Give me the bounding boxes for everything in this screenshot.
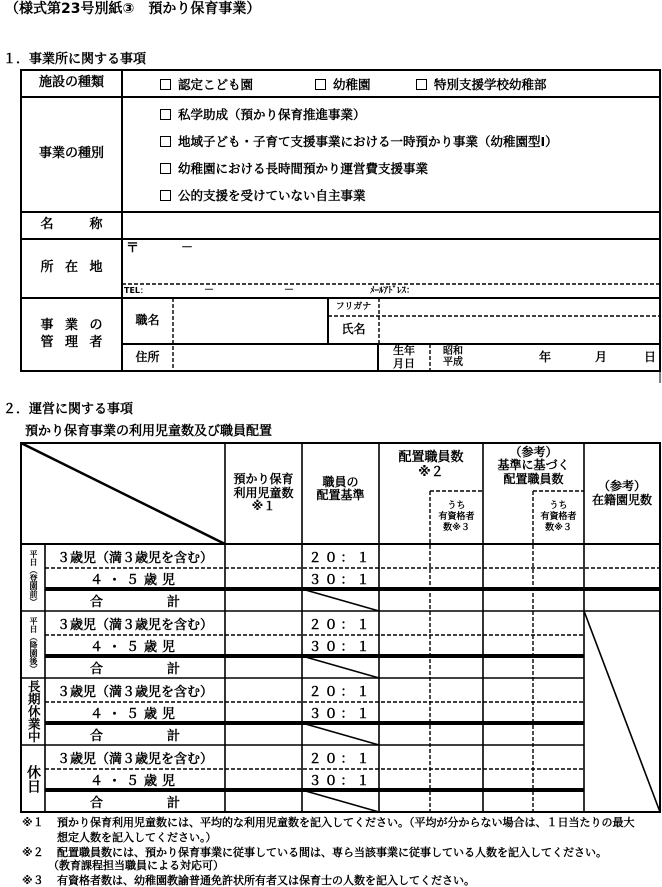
facility-option-kindergarten[interactable] (315, 76, 371, 92)
note-mark: ※１ (22, 816, 44, 829)
group-label: 平日（登園前） (29, 549, 38, 606)
staff-ratio: ３０：１ (308, 573, 373, 588)
form-title: （様式第23号別紙③ 預かり保育事業） (5, 1, 261, 17)
header-reference-qualified (533, 491, 584, 544)
email-label: ﾒｰﾙｱﾄﾞﾚｽ： (370, 286, 416, 296)
year-unit: 年 (539, 350, 552, 364)
header-text: 預かり保育 (233, 472, 294, 487)
option-label: 幼稚園における長時間預かり運営費支援事業 (178, 161, 429, 176)
checkbox[interactable] (160, 163, 171, 174)
header-reference-staff (483, 443, 584, 489)
note-mark: ※３ (22, 874, 44, 887)
note-text: 有資格者数は、幼稚園教諭普通免許状所有者又は保育士の人数を記入してください。 (57, 874, 475, 887)
birth-date-field[interactable] (431, 345, 659, 370)
header-text: 配置職員数 (398, 450, 464, 466)
total-label: 合計 (90, 594, 180, 610)
tel-field[interactable] (146, 285, 366, 297)
table-row-total (0, 723, 662, 745)
header-staffing-standard (302, 443, 379, 535)
header-text: うち (549, 500, 568, 511)
staff-ratio: ２０：１ (308, 684, 373, 700)
checkbox[interactable] (315, 79, 326, 90)
business-type-label: 事業の種別 (38, 146, 104, 162)
note-text: 想定人数を記入してください。） (57, 831, 217, 844)
tel-label: TEL： (124, 286, 149, 295)
option-label: 地域子ども・子育て支援事業における一時預かり事業（幼稚園型Ⅰ） (178, 134, 558, 149)
birth-date-label-line2: 月日 (393, 356, 415, 370)
header-enrolled-children (584, 443, 660, 544)
staff-ratio: ３０：１ (308, 640, 373, 655)
manager-name-field[interactable] (381, 317, 659, 343)
age-label: ４・５歳児 (89, 573, 180, 588)
checkbox[interactable] (416, 79, 427, 90)
age-label: ３歳児（満３歳児を含む） (56, 550, 213, 566)
name-label: 名称 (40, 217, 103, 233)
group-label: 長期休業中 (26, 680, 42, 743)
header-assigned-qualified (430, 491, 483, 544)
table-row-total (0, 656, 662, 678)
age-label: ３歳児（満３歳児を含む） (56, 684, 213, 700)
total-label: 合計 (90, 795, 180, 811)
header-text: 有資格者 (438, 511, 475, 522)
name-label-cell (21, 212, 122, 239)
header-text: 基準に基づく (497, 458, 570, 473)
age-label: ４・５歳児 (89, 707, 180, 722)
tel-dash-2: － (284, 285, 294, 296)
checkbox[interactable] (160, 136, 171, 147)
total-label-cell (45, 723, 225, 745)
header-text: 利用児童数 (233, 485, 294, 500)
age-label: ４・５歳児 (89, 640, 180, 655)
checkbox[interactable] (160, 79, 171, 90)
header-text: 数※３ (545, 523, 572, 534)
table-row-total (0, 589, 662, 611)
checkbox[interactable] (160, 190, 171, 201)
tel-dash-1: － (204, 285, 214, 296)
table-row (0, 544, 662, 568)
note-text: 配置職員数には、預かり保育事業に従事している間は、専ら当該事業に従事している人数を記入してください。 (57, 846, 607, 859)
manager-name-label: 氏名 (341, 322, 366, 337)
table-group-weekday-after (0, 611, 662, 678)
header-usage-count (225, 443, 302, 544)
table-group-holiday (0, 745, 662, 812)
era-showa: 昭和 (443, 346, 463, 357)
section2-subheading: 預かり保育事業の利用児童数及び職員配置 (25, 424, 273, 439)
header-text: 職員の (322, 474, 359, 489)
option-label: 公的支援を受けていない自主事業 (178, 188, 366, 203)
table-group-long-vacation (0, 678, 662, 745)
manager-label-line2: 管理者 (40, 334, 103, 350)
option-label: 特別支援学校幼稚部 (434, 77, 547, 92)
manager-address-label: 住所 (135, 349, 160, 364)
header-text: 配置基準 (316, 488, 365, 502)
age-label: ３歳児（満３歳児を含む） (56, 751, 213, 767)
option-label: 幼稚園 (333, 77, 371, 92)
group-label: 平日（降園後） (29, 616, 38, 673)
staff-ratio: ２０：１ (308, 751, 373, 767)
total-label-cell (45, 790, 225, 812)
total-label: 合計 (90, 661, 180, 677)
group-label: 休日 (25, 764, 41, 793)
table-row (0, 702, 662, 723)
table-row (0, 769, 662, 790)
staff-ratio: ３０：１ (308, 774, 373, 789)
business-option-long-hours[interactable] (160, 160, 428, 176)
manager-label-cell (21, 298, 122, 371)
staff-ratio: ３０：１ (308, 707, 373, 722)
header-diagonal (21, 443, 225, 544)
section2-heading: ２．運営に関する事項 (3, 402, 134, 417)
table-row-total (0, 790, 662, 812)
month-unit: 月 (595, 350, 608, 364)
address-label: 所在地 (40, 260, 103, 276)
header-assigned-staff (379, 443, 483, 489)
postal-mark: 〒 (126, 241, 140, 256)
address-field[interactable] (123, 240, 659, 283)
table-row (0, 678, 662, 702)
name-field[interactable] (123, 213, 659, 238)
option-label: 認定こども園 (178, 77, 254, 92)
note-text: （教育課程担当職員による対応可） (48, 859, 224, 872)
header-text: ※１ (251, 499, 276, 514)
business-option-independent[interactable] (160, 187, 366, 203)
table-row (0, 635, 662, 656)
postal-dash: － (181, 240, 194, 254)
facility-option-special-school[interactable] (416, 76, 547, 92)
age-label: ４・５歳児 (89, 774, 180, 789)
table-group-weekday-before (0, 544, 662, 611)
job-title-field[interactable] (175, 299, 327, 343)
address-label-cell (21, 239, 122, 298)
business-option-private-subsidy[interactable] (160, 106, 366, 122)
job-title-label: 職名 (135, 313, 160, 328)
day-unit: 日 (644, 350, 657, 364)
section1-heading: １．事業所に関する事項 (3, 52, 147, 67)
birth-date-label (378, 344, 430, 371)
total-label: 合計 (90, 728, 180, 744)
furigana-field[interactable] (381, 299, 659, 315)
birth-date-label-line1: 生年 (393, 344, 415, 358)
age-label: ３歳児（満３歳児を含む） (56, 617, 213, 633)
email-field[interactable] (430, 285, 658, 297)
furigana-label: フリガナ (335, 301, 372, 312)
header-text: 配置職員数 (503, 471, 564, 486)
header-text: ※２ (418, 465, 444, 480)
checkbox[interactable] (160, 109, 171, 120)
table-row (0, 745, 662, 769)
manager-address-field[interactable] (175, 345, 377, 370)
header-text: うち (447, 500, 466, 511)
era-heisei: 平成 (443, 357, 463, 368)
header-text: 在籍園児数 (591, 492, 652, 507)
header-text: （参考） (509, 444, 558, 459)
table-row (0, 611, 662, 635)
note-text: 預かり保育利用児童数には、平均的な利用児童数を記入してください。（平均が分からない場合は、１日当たりの最大 (57, 816, 635, 829)
header-text: （参考） (597, 479, 646, 494)
manager-label-line1: 事業の (40, 317, 103, 333)
staff-ratio: ２０：１ (308, 617, 373, 633)
facility-type-label: 施設の種類 (38, 75, 104, 91)
header-text: 数※３ (443, 523, 470, 534)
total-label-cell (45, 656, 225, 678)
staff-ratio: ２０：１ (308, 550, 373, 566)
facility-option-certified-center[interactable] (160, 76, 253, 92)
note-mark: ※２ (22, 846, 44, 859)
table-row (0, 568, 662, 589)
business-option-temporary-care[interactable] (160, 133, 558, 149)
option-label: 私学助成（預かり保育推進事業） (178, 107, 366, 122)
total-label-cell (45, 589, 225, 611)
header-text: 有資格者 (540, 511, 577, 522)
